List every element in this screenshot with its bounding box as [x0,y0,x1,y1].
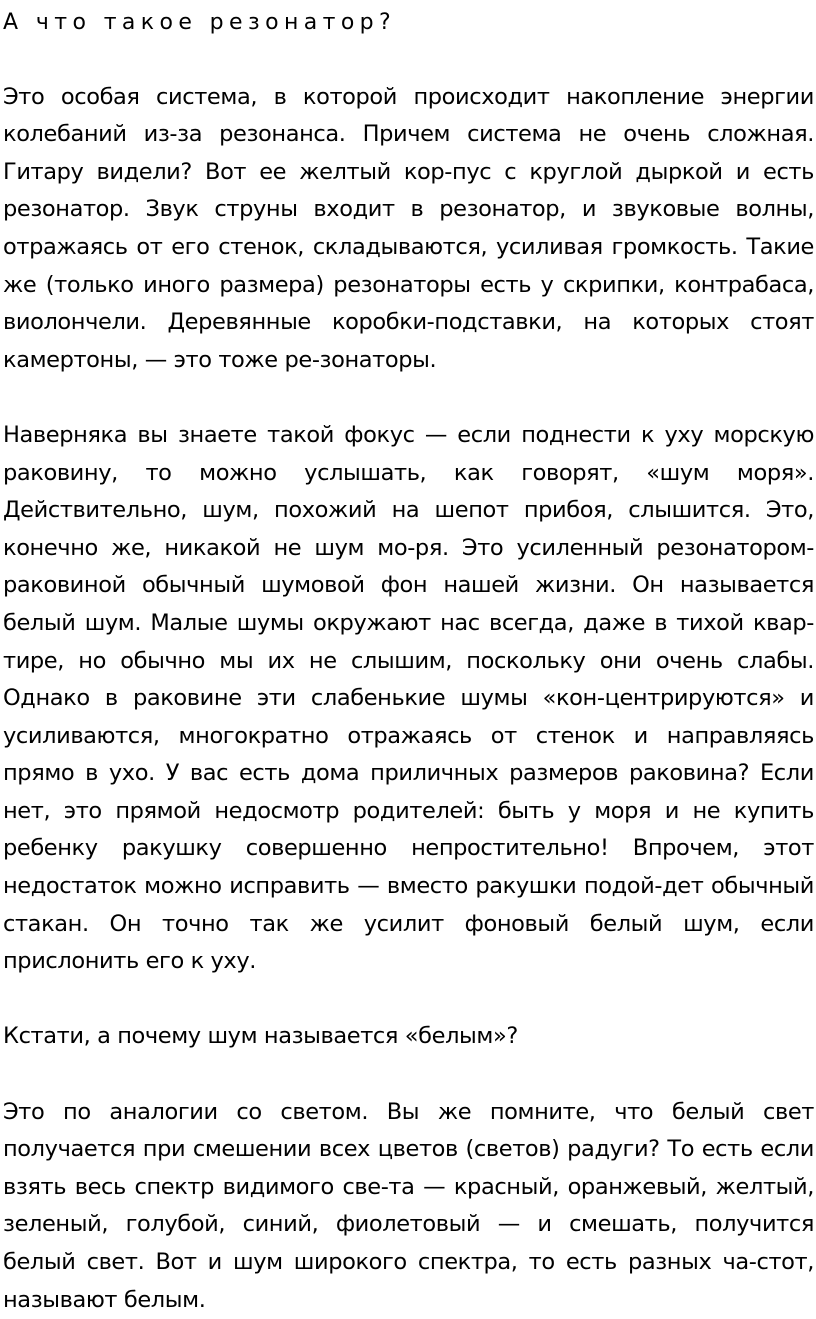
spacer [3,379,814,417]
paragraph-white-noise-question: Кстати, а почему шум называется «белым»? [3,1023,518,1050]
paragraph-seashell-noise: Наверняка вы знаете такой фокус — если поднести к уху морскую раковину, то можно услышать, как говорят, «шум моря». Действительно, шум, похожий на шепот прибоя, слышится. Это, конечно же, никакой не шум мо-ря. Это усиленный резонатором-раковиной обычный шумовой фон нашей жизни. Он называется белый шум. Малые шумы окружают нас всегда, даже в тихой квар-тире, но обычно мы их не слышим, поскольку они очень слабы. Однако в раковине эти слабенькие шумы «кон-центрируются» и усиливаются, многократно отражаясь от стенок и направляясь прямо в ухо. У вас есть дома приличных размеров раковина? Если нет, это прямой недосмотр родителей: быть у моря и не купить ребенку ракушку совершенно непростительно! Впрочем, этот недостаток можно исправить — вместо ракушки подой-дет обычный стакан. Он точно так же усилит фоновый белый шум, если прислонить его к уху. [3,421,814,975]
spacer [3,981,814,1019]
document-title: А что такое резонатор? [3,10,397,35]
document-page [3,0,814,1319]
paragraph-resonator-definition: Это особая система, в которой происходит накопление энергии колебаний из-за резонанса. Причем система не очень сложная. Гитару видели? Вот ее желтый кор-пус с круглой дыркой и есть резонатор. Звук струны входит в резонатор, и звуковые волны, отражаясь от его стенок, складываются, усиливая громкость. Такие же (только иного размера) резонаторы есть у скрипки, контрабаса, виолончели. Деревянные коробки-подставки, на которых стоят камертоны, — это тоже ре-зонаторы. [3,83,814,373]
spacer [3,1056,814,1094]
paragraph-white-light-analogy: Это по аналогии со светом. Вы же помните, что белый свет получается при смешении всех цветов (светов) радуги? То есть если взять весь спектр видимого све-та — красный, оранжевый, желтый, зеленый, голубой, синий, фиолетовый — и смешать, получится белый свет. Вот и шум широкого спектра, то есть разных ча-стот, называют белым. [3,1098,814,1313]
spacer [3,41,814,79]
